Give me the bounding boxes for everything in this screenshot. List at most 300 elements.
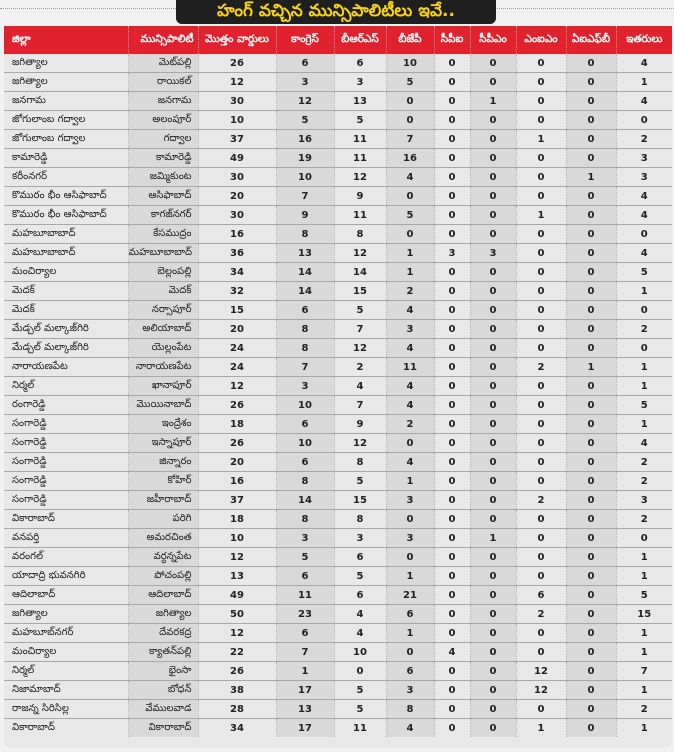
cell-mim: 0: [516, 111, 566, 130]
cell-others: 1: [616, 282, 672, 301]
cell-cpm: 0: [470, 643, 516, 662]
cell-aifb: 0: [566, 491, 616, 510]
cell-mim: 1: [516, 130, 566, 149]
cell-cpi: 0: [434, 282, 470, 301]
cell-aifb: 0: [566, 320, 616, 339]
cell-cpm: 0: [470, 548, 516, 567]
page-title: హంగ్ వచ్చిన మున్సిపాలిటీలు ఇవే..: [176, 0, 496, 24]
cell-total-wards: 32: [198, 282, 276, 301]
cell-district: వికారాబాద్: [12, 722, 55, 733]
cell-congress: 6: [276, 624, 334, 643]
cell-others: 0: [616, 301, 672, 320]
cell-total-wards: 49: [198, 149, 276, 168]
cell-district: మెదక్: [4, 282, 128, 301]
table-row: [4, 263, 672, 282]
cell-bjp: 10: [386, 54, 434, 73]
header-congress: కాంగ్రెస్: [276, 26, 334, 54]
cell-total-wards: 18: [198, 510, 276, 529]
table-row: [4, 453, 672, 472]
cell-bjp: 8: [386, 700, 434, 719]
cell-district: నిజామాబాద్: [4, 681, 128, 700]
table-row: [4, 624, 672, 643]
cell-municipality: వర్ధన్నపేట: [128, 548, 198, 567]
cell-congress: 5: [276, 548, 334, 567]
cell-municipality: బెల్లంపల్లి: [128, 263, 198, 282]
cell-congress: 5: [276, 111, 334, 130]
cell-brs: 10: [334, 643, 386, 662]
cell-aifb: 0: [566, 605, 616, 624]
cell-bjp: 0: [386, 548, 434, 567]
cell-brs: 6: [334, 548, 386, 567]
cell-district: నిర్మల్: [4, 662, 128, 681]
cell-cpm: 0: [470, 396, 516, 415]
table-row: [4, 548, 672, 567]
cell-municipality: ఖానాపూర్: [128, 377, 198, 396]
table-row: [4, 320, 672, 339]
cell-others: 2: [616, 130, 672, 149]
cell-bjp: 2: [386, 415, 434, 434]
cell-brs: 11: [334, 719, 386, 738]
cell-mim: 0: [516, 225, 566, 244]
cell-brs: 4: [334, 605, 386, 624]
cell-mim: 0: [516, 244, 566, 263]
cell-municipality: కేసముద్రం: [128, 225, 198, 244]
cell-total-wards: 16: [198, 472, 276, 491]
cell-congress: 10: [276, 396, 334, 415]
cell-cpi: 0: [434, 681, 470, 700]
table-row: [4, 415, 672, 434]
cell-cpi: 0: [434, 415, 470, 434]
cell-municipality: అమరచింత: [128, 529, 198, 548]
cell-district: వరంగల్: [4, 548, 128, 567]
cell-cpi: 0: [434, 377, 470, 396]
table-row: [4, 187, 672, 206]
cell-aifb: 0: [566, 567, 616, 586]
cell-bjp: 5: [386, 206, 434, 225]
cell-district: సంగారెడ్డి: [4, 434, 128, 453]
cell-bjp: 1: [386, 624, 434, 643]
cell-total-wards: 37: [198, 491, 276, 510]
cell-mim: 0: [516, 339, 566, 358]
cell-mim: 0: [516, 548, 566, 567]
cell-cpm: 0: [470, 358, 516, 377]
cell-mim: 0: [516, 187, 566, 206]
cell-total-wards: 18: [198, 415, 276, 434]
cell-district: సంగారెడ్డి: [4, 453, 128, 472]
cell-brs: 12: [334, 434, 386, 453]
cell-cpi: 0: [434, 168, 470, 187]
cell-others: 4: [616, 187, 672, 206]
cell-others: 1: [616, 548, 672, 567]
cell-bjp: 0: [386, 187, 434, 206]
cell-total-wards: 10: [198, 111, 276, 130]
cell-cpm: 0: [470, 605, 516, 624]
cell-bjp: 0: [386, 225, 434, 244]
cell-municipality: వేములవాడ: [128, 700, 198, 719]
cell-cpi: 0: [434, 396, 470, 415]
cell-district: జగిత్యాల: [4, 605, 128, 624]
table-row: [4, 586, 672, 605]
cell-municipality: జగిత్యాల: [128, 605, 198, 624]
header-total-wards: మొత్తం వార్డులు: [198, 26, 276, 54]
header-bjp: బీజేపీ: [386, 26, 434, 54]
cell-total-wards: 26: [198, 54, 276, 73]
header-cpi: సీపీఐ: [434, 26, 470, 54]
cell-others: 0: [616, 111, 672, 130]
cell-mim: 0: [516, 73, 566, 92]
cell-cpm: 0: [470, 206, 516, 225]
cell-municipality: పోచంపల్లి: [128, 567, 198, 586]
cell-aifb: 1: [566, 168, 616, 187]
cell-municipality: జహీరాబాద్: [128, 491, 198, 510]
cell-district: నిర్మల్: [4, 377, 128, 396]
cell-mim: 1: [516, 206, 566, 225]
cell-bjp: 3: [386, 529, 434, 548]
table-row: [4, 73, 672, 92]
cell-district: కామారెడ్డి: [4, 149, 128, 168]
cell-bjp: 3: [386, 320, 434, 339]
cell-congress: 6: [276, 453, 334, 472]
cell-cpm: 0: [470, 453, 516, 472]
cell-congress: 12: [276, 92, 334, 111]
cell-mim: 0: [516, 567, 566, 586]
table-row: [4, 605, 672, 624]
cell-municipality: అలియాబాద్: [128, 320, 198, 339]
cell-total-wards: 13: [198, 567, 276, 586]
cell-mim: 0: [516, 415, 566, 434]
cell-cpi: 0: [434, 130, 470, 149]
cell-congress: 23: [276, 605, 334, 624]
cell-cpi: 0: [434, 624, 470, 643]
header-aifb: ఏఐఎఫ్‌బీ: [566, 26, 616, 54]
cell-congress: 17: [276, 681, 334, 700]
cell-congress: 19: [276, 149, 334, 168]
cell-bjp: 0: [386, 643, 434, 662]
cell-mim: 1: [516, 719, 566, 738]
table-header-row: [4, 26, 672, 54]
cell-aifb: 0: [566, 377, 616, 396]
cell-mim: 0: [516, 453, 566, 472]
cell-district: జగిత్యాల: [4, 73, 128, 92]
table-row: [4, 358, 672, 377]
cell-district: జోగులాంబ గద్వాల: [4, 130, 128, 149]
cell-brs: 7: [334, 320, 386, 339]
cell-cpm: 0: [470, 73, 516, 92]
cell-others: 7: [616, 662, 672, 681]
cell-cpi: 0: [434, 111, 470, 130]
cell-cpi: 0: [434, 206, 470, 225]
cell-others: 4: [616, 54, 672, 73]
cell-brs: 0: [334, 662, 386, 681]
cell-municipality: ఆదిలాబాద్: [128, 586, 198, 605]
cell-mim: 0: [516, 168, 566, 187]
cell-brs: 9: [334, 187, 386, 206]
cell-brs: 3: [334, 73, 386, 92]
cell-cpm: 1: [470, 529, 516, 548]
cell-total-wards: 24: [198, 358, 276, 377]
cell-cpm: 0: [470, 282, 516, 301]
cell-bjp: 16: [386, 149, 434, 168]
cell-bjp: 5: [386, 73, 434, 92]
cell-district: సంగారెడ్డి: [4, 491, 128, 510]
cell-bjp: 1: [386, 567, 434, 586]
table-row: [4, 225, 672, 244]
cell-aifb: 0: [566, 130, 616, 149]
cell-municipality: నారాయణపేట: [128, 358, 198, 377]
cell-municipality: ఇస్నాపూర్: [128, 434, 198, 453]
cell-aifb: 0: [566, 681, 616, 700]
cell-others: 1: [616, 377, 672, 396]
cell-mim: 12: [516, 681, 566, 700]
table-row: [4, 377, 672, 396]
cell-others: 0: [616, 339, 672, 358]
cell-bjp: 6: [386, 662, 434, 681]
cell-brs: 5: [334, 700, 386, 719]
table-row: [4, 643, 672, 662]
cell-district: మహబూబాబాద్: [4, 225, 128, 244]
cell-others: 2: [616, 320, 672, 339]
cell-total-wards: 28: [198, 700, 276, 719]
cell-mim: 0: [516, 320, 566, 339]
cell-total-wards: 12: [198, 377, 276, 396]
cell-congress: 8: [276, 472, 334, 491]
cell-total-wards: 50: [198, 605, 276, 624]
table-row: [4, 662, 672, 681]
cell-cpm: 0: [470, 320, 516, 339]
cell-bjp: 11: [386, 358, 434, 377]
cell-aifb: 0: [566, 662, 616, 681]
cell-cpm: 0: [470, 225, 516, 244]
cell-municipality: పరిగి: [128, 510, 198, 529]
cell-municipality: మొయినాబాద్: [128, 396, 198, 415]
cell-cpi: 0: [434, 662, 470, 681]
table-row: [4, 567, 672, 586]
cell-municipality: మెదక్: [128, 282, 198, 301]
cell-brs: 11: [334, 206, 386, 225]
cell-cpi: 0: [434, 700, 470, 719]
cell-district: మహబూబాబాద్: [4, 244, 128, 263]
table-row: [4, 339, 672, 358]
cell-aifb: 0: [566, 396, 616, 415]
cell-cpm: 0: [470, 130, 516, 149]
cell-others: 2: [616, 453, 672, 472]
cell-cpi: 0: [434, 73, 470, 92]
cell-cpm: 0: [470, 662, 516, 681]
cell-cpi: 4: [434, 643, 470, 662]
cell-aifb: 0: [566, 54, 616, 73]
cell-bjp: 1: [386, 263, 434, 282]
cell-others: 4: [616, 206, 672, 225]
cell-cpm: 0: [470, 434, 516, 453]
cell-bjp: 3: [386, 491, 434, 510]
cell-brs: 11: [334, 149, 386, 168]
cell-others: 4: [616, 434, 672, 453]
cell-aifb: 0: [566, 282, 616, 301]
cell-bjp: 0: [386, 434, 434, 453]
cell-brs: 3: [334, 529, 386, 548]
cell-total-wards: 10: [198, 529, 276, 548]
cell-congress: 6: [276, 415, 334, 434]
table-row: [4, 681, 672, 700]
cell-brs: 15: [334, 491, 386, 510]
table-row: [4, 472, 672, 491]
cell-cpi: 0: [434, 453, 470, 472]
table-row: [4, 491, 672, 510]
cell-congress: 3: [276, 377, 334, 396]
table-row: [4, 700, 672, 719]
cell-others: 1: [616, 415, 672, 434]
cell-cpi: 0: [434, 320, 470, 339]
cell-brs: 5: [334, 567, 386, 586]
cell-mim: 0: [516, 54, 566, 73]
cell-brs: 12: [334, 168, 386, 187]
cell-municipality: మహబూబాబాద్: [128, 244, 198, 263]
cell-cpm: 1: [470, 92, 516, 111]
cell-mim: 0: [516, 529, 566, 548]
cell-aifb: 0: [566, 225, 616, 244]
header-cpm: సీపీఎం: [470, 26, 516, 54]
cell-congress: 7: [276, 643, 334, 662]
cell-brs: 5: [334, 301, 386, 320]
cell-aifb: 0: [566, 301, 616, 320]
cell-aifb: 0: [566, 472, 616, 491]
cell-bjp: 0: [386, 510, 434, 529]
cell-others: 1: [616, 73, 672, 92]
cell-brs: 11: [334, 130, 386, 149]
cell-cpm: 0: [470, 586, 516, 605]
cell-others: 4: [616, 244, 672, 263]
cell-cpi: 0: [434, 358, 470, 377]
cell-brs: 9: [334, 415, 386, 434]
cell-cpm: 0: [470, 377, 516, 396]
cell-total-wards: 37: [198, 130, 276, 149]
cell-cpi: 0: [434, 510, 470, 529]
cell-brs: 2: [334, 358, 386, 377]
cell-total-wards: 26: [198, 434, 276, 453]
cell-municipality: కామారెడ్డి: [128, 149, 198, 168]
cell-congress: 17: [276, 719, 334, 738]
cell-cpm: 0: [470, 491, 516, 510]
cell-total-wards: 36: [198, 244, 276, 263]
cell-total-wards: 24: [198, 339, 276, 358]
cell-others: 1: [616, 358, 672, 377]
cell-total-wards: 49: [198, 586, 276, 605]
cell-mim: 0: [516, 472, 566, 491]
cell-bjp: 4: [386, 453, 434, 472]
cell-municipality: జిన్నారం: [128, 453, 198, 472]
cell-others: 1: [616, 624, 672, 643]
cell-municipality: కోహిర్: [128, 472, 198, 491]
cell-mim: 0: [516, 263, 566, 282]
cell-cpm: 0: [470, 111, 516, 130]
cell-aifb: 0: [566, 510, 616, 529]
cell-congress: 3: [276, 73, 334, 92]
cell-municipality: దేవరకద్ర: [128, 624, 198, 643]
cell-congress: 11: [276, 586, 334, 605]
cell-cpi: 0: [434, 54, 470, 73]
cell-bjp: 21: [386, 586, 434, 605]
cell-others: 1: [616, 719, 672, 738]
cell-aifb: 0: [566, 149, 616, 168]
table-row: [4, 54, 672, 73]
cell-mim: 0: [516, 510, 566, 529]
cell-aifb: 0: [566, 187, 616, 206]
cell-total-wards: 16: [198, 225, 276, 244]
cell-municipality: వికారాబాద్: [128, 719, 198, 738]
cell-congress: 6: [276, 301, 334, 320]
cell-others: 3: [616, 168, 672, 187]
cell-cpi: 0: [434, 225, 470, 244]
cell-district: రంగారెడ్డి: [4, 396, 128, 415]
cell-total-wards: 38: [198, 681, 276, 700]
cell-cpi: 0: [434, 263, 470, 282]
cell-brs: 15: [334, 282, 386, 301]
cell-congress: 8: [276, 339, 334, 358]
cell-congress: 10: [276, 434, 334, 453]
cell-congress: 7: [276, 358, 334, 377]
cell-others: 4: [616, 92, 672, 111]
table-row: [4, 130, 672, 149]
cell-cpi: 0: [434, 491, 470, 510]
cell-aifb: 0: [566, 415, 616, 434]
cell-bjp: 4: [386, 719, 434, 738]
cell-cpm: 0: [470, 301, 516, 320]
cell-cpm: 0: [470, 624, 516, 643]
cell-bjp: 0: [386, 111, 434, 130]
cell-congress: 6: [276, 567, 334, 586]
cell-total-wards: 20: [198, 320, 276, 339]
cell-mim: 0: [516, 377, 566, 396]
cell-total-wards: 30: [198, 206, 276, 225]
cell-total-wards: 30: [198, 168, 276, 187]
cell-aifb: 0: [566, 529, 616, 548]
cell-district: వనపర్తి: [4, 529, 128, 548]
cell-cpm: 0: [470, 681, 516, 700]
cell-others: 3: [616, 491, 672, 510]
cell-mim: 12: [516, 662, 566, 681]
cell-bjp: 4: [386, 396, 434, 415]
cell-congress: 10: [276, 168, 334, 187]
table-row: [4, 510, 672, 529]
cell-mim: 0: [516, 149, 566, 168]
cell-cpm: 0: [470, 415, 516, 434]
cell-brs: 5: [334, 472, 386, 491]
cell-congress: 7: [276, 187, 334, 206]
cell-cpm: 0: [470, 168, 516, 187]
cell-municipality: మెట్‌పల్లి: [128, 54, 198, 73]
cell-mim: 0: [516, 624, 566, 643]
cell-district: రాజన్న సిరిసిల్ల: [4, 700, 128, 719]
cell-congress: 1: [276, 662, 334, 681]
cell-aifb: 0: [566, 244, 616, 263]
cell-bjp: 4: [386, 377, 434, 396]
table-row: [4, 434, 672, 453]
cell-congress: 13: [276, 700, 334, 719]
cell-municipality: కాగజ్‌నగర్: [128, 206, 198, 225]
cell-municipality: జమ్మికుంట: [128, 168, 198, 187]
cell-bjp: 4: [386, 301, 434, 320]
cell-congress: 8: [276, 320, 334, 339]
cell-cpi: 3: [434, 244, 470, 263]
cell-congress: 14: [276, 263, 334, 282]
cell-cpm: 0: [470, 567, 516, 586]
cell-total-wards: 26: [198, 662, 276, 681]
cell-district: కరీంనగర్: [4, 168, 128, 187]
cell-others: 2: [616, 472, 672, 491]
cell-total-wards: 20: [198, 453, 276, 472]
cell-district: కొమురం భీం ఆసిఫాబాద్: [4, 187, 128, 206]
cell-congress: 8: [276, 225, 334, 244]
